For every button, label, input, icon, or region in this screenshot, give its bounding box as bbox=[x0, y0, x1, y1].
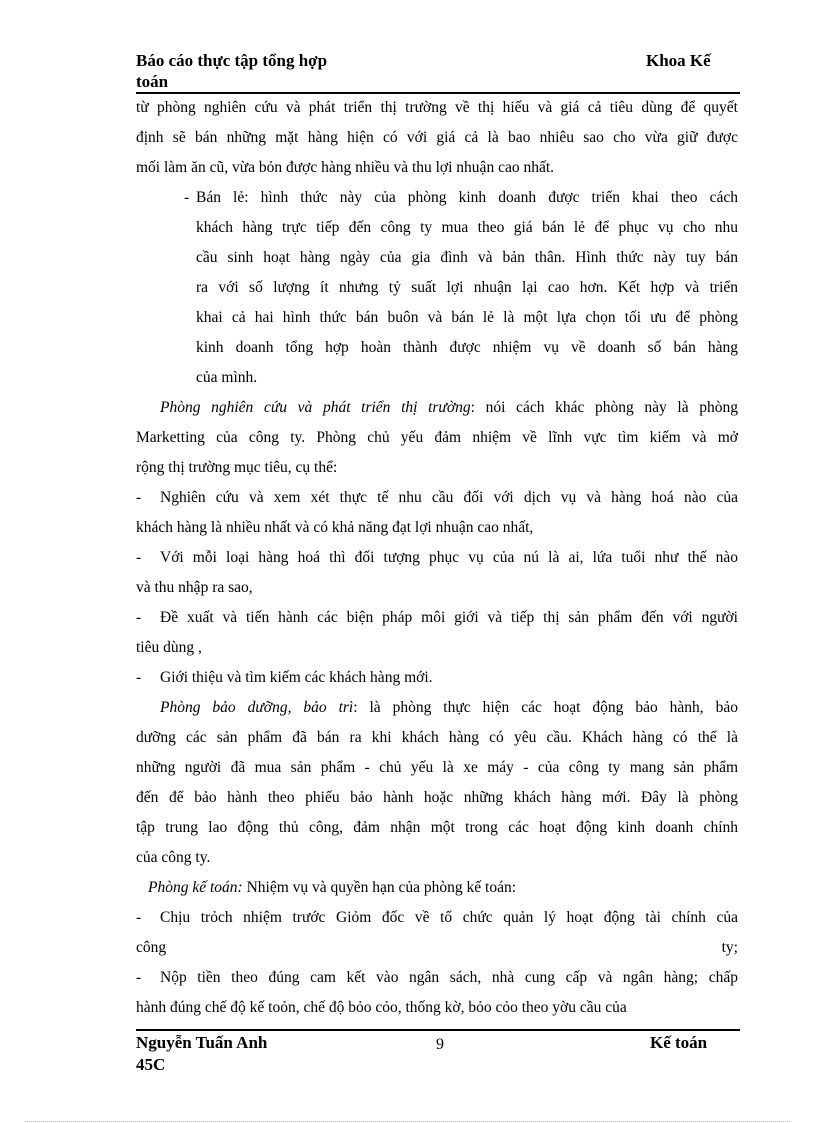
report-title bbox=[136, 50, 366, 92]
department-label: Khoa Kế bbox=[646, 51, 711, 70]
bullet-line: - Nghiên cứu và xem xét thực tế nhu cầu đối với dịch vụ và hàng hoá nào của bbox=[136, 489, 738, 506]
report-title-line1: Báo cáo thực tập tổng hợp bbox=[136, 51, 328, 70]
bullet-line: - Với mỗi loại hàng hoá thì đối tượng phục vụ của nú là ai, lứa tuổi như thế nào bbox=[136, 549, 738, 566]
text-line: từ phòng nghiên cứu và phát triển thị trường về thị hiếu và giá cả tiêu dùng để quyết bbox=[136, 99, 738, 116]
text-line: định sẽ bán những mặt hàng hiện có với giá cả là bao nhiêu sao cho vừa giữ được bbox=[136, 129, 738, 146]
bullet-line: - Giới thiệu và tìm kiếm các khách hàng mới. bbox=[136, 669, 433, 686]
page-footer bbox=[136, 1032, 740, 1078]
maintenance-heading-line: Phòng bảo dưỡng, bảo trì: là phòng thực hiện các hoạt động bảo hành, bảo bbox=[160, 699, 738, 716]
text-line: hành đúng chế độ kế toỏn, chế độ bỏo cỏo, thống kờ, bỏo cỏo theo yờu cầu của bbox=[136, 999, 627, 1016]
text-line: của công ty. bbox=[136, 849, 211, 866]
text-line: và thu nhập ra sao, bbox=[136, 579, 253, 596]
text-line: những người đã mua sản phẩm - chủ yếu là xe máy - của công ty mang sản phẩm bbox=[136, 759, 738, 776]
text-line: dưỡng các sản phẩm đã bán ra khi khách hàng có yêu cầu. Khách hàng có thể là bbox=[136, 729, 738, 746]
retail-line: ra với số lượng ít nhưng tỷ suất lợi nhuận lại cao hơn. Kết hợp và triển bbox=[196, 279, 738, 296]
text-line: Marketting của công ty. Phòng chủ yếu đảm nhiệm về lĩnh vực tìm kiếm và mở bbox=[136, 429, 738, 446]
research-heading-line: Phòng nghiên cứu và phát triển thị trường: nói cách khác phòng này là phòng bbox=[160, 399, 738, 416]
text-line: tập trung lao động thủ công, đảm nhận một trong các hoạt động kinh doanh chính bbox=[136, 819, 738, 836]
page-number: 9 bbox=[436, 1036, 444, 1053]
footer-department: Kế toán bbox=[650, 1033, 708, 1052]
retail-item bbox=[136, 183, 738, 393]
accounting-title: Phòng kế toán: bbox=[148, 879, 243, 896]
footer-rule bbox=[136, 1029, 740, 1031]
author-name: Nguyễn Tuấn Anh 45C bbox=[136, 1033, 268, 1074]
dash-bullet: - bbox=[184, 189, 190, 206]
text-line: đến để bảo hành theo phiếu bảo hành hoặc những khách hàng mới. Đây là phòng bbox=[136, 789, 738, 806]
text-line: tiêu dùng , bbox=[136, 639, 202, 656]
page-edge bbox=[25, 1121, 790, 1122]
retail-line: cầu sinh hoạt hàng ngày của gia đình và bản thân. Hình thức này tuy bán bbox=[196, 249, 738, 266]
page-header bbox=[136, 48, 740, 94]
accounting-heading-line: Phòng kế toán: Nhiệm vụ và quyền hạn của phòng kế toán: bbox=[148, 879, 517, 896]
retail-line: Bán lẻ: hình thức này của phòng kinh doanh được triển khai theo cách bbox=[196, 189, 738, 206]
bullet-line: - Chịu trỏch nhiệm trước Giỏm đốc về tổ chức quản lý hoạt động tài chính của bbox=[136, 909, 738, 926]
retail-line: của mình. bbox=[196, 369, 258, 386]
retail-line: khách hàng trực tiếp đến công ty mua theo giá bán lẻ để phục vụ cho nhu bbox=[196, 219, 738, 236]
retail-line: khai cả hai hình thức bán buôn và bán lẻ là một lựa chọn tối ưu để phòng bbox=[196, 309, 738, 326]
body-text bbox=[136, 93, 738, 1023]
research-title: Phòng nghiên cứu và phát triển thị trường bbox=[160, 399, 471, 416]
text-line: mối làm ăn cũ, vừa bỏn được hàng nhiều và thu lợi nhuận cao nhất. bbox=[136, 159, 555, 176]
text-line: công ty; bbox=[136, 939, 738, 956]
retail-line: kinh doanh tổng hợp hoàn thành được nhiệm vụ về doanh số bán hàng bbox=[196, 339, 738, 356]
report-title-line2: toán bbox=[136, 72, 169, 91]
bullet-line: - Nộp tiền theo đúng cam kết vào ngân sách, nhà cung cấp và ngân hàng; chấp bbox=[136, 969, 738, 986]
bullet-line: - Đề xuất và tiến hành các biện pháp môi giới và tiếp thị sản phẩm đến với người bbox=[136, 609, 738, 626]
maintenance-title: Phòng bảo dưỡng, bảo trì bbox=[160, 699, 354, 716]
text-line: rộng thị trường mục tiêu, cụ thể: bbox=[136, 459, 338, 476]
text-line: khách hàng là nhiều nhất và có khả năng đạt lợi nhuận cao nhất, bbox=[136, 519, 534, 536]
